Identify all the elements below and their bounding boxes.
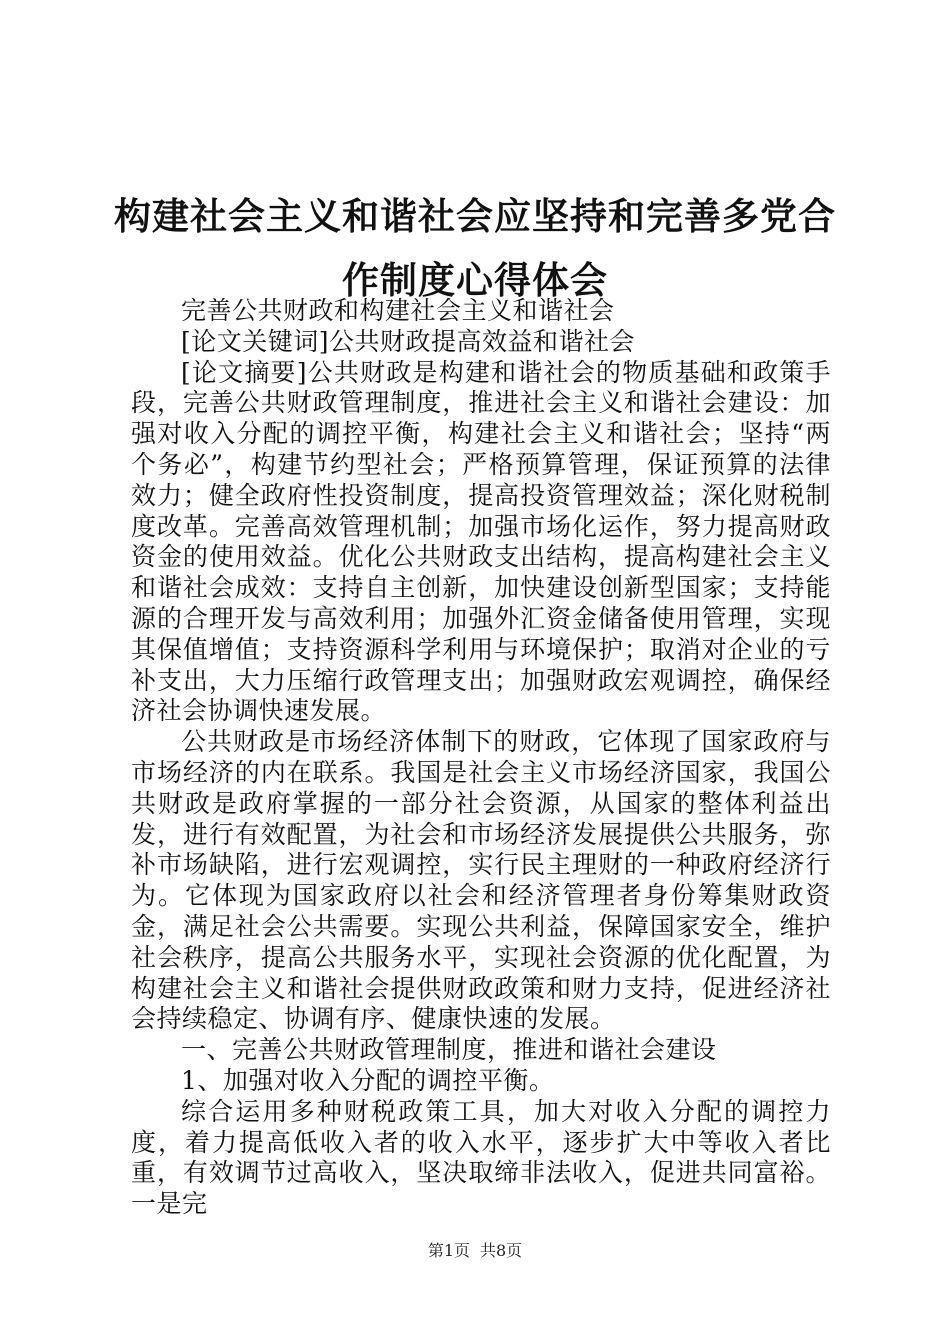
document-title: 构建社会主义和谐社会应坚持和完善多党合作制度心得体会 bbox=[114, 194, 836, 302]
paragraph-body: 公共财政是市场经济体制下的财政，它体现了国家政府与市场经济的内在联系。我国是社会主义市场经济国家，我国公共财政是政府掌握的一部分社会资源，从国家的整体利益出发，进行有效配置，为社会和市场经济发展提供公共服务，弥补市场缺陷，进行宏观调控，实行民主理财的一种政府经济行为。它体现为国家政府以社会和经济管理者身份筹集财政资金，满足社会公共需要。实现公共利益，保障国家安全，维护社会秩序，提高公共服务水平，实现社会资源的优化配置，为构建社会主义和谐社会提供财政政策和财力支持，促进经济社会持续稳定、协调有序、健康快速的发展。 bbox=[131, 727, 831, 1034]
page-footer bbox=[0, 1241, 950, 1261]
subsection-heading: 1、加强对收入分配的调控平衡。 bbox=[181, 1065, 555, 1095]
paragraph-subtitle: 完善公共财政和构建社会主义和谐社会 bbox=[181, 296, 615, 325]
page-number: 第1页 bbox=[427, 1241, 470, 1260]
paragraph-body: 综合运用多种财税政策工具，加大对收入分配的调控力度，着力提高低收入者的收入水平，逐步扩大中等收入者比重，有效调节过高收入，坚决取缔非法收入，促进共同富裕。一是完 bbox=[131, 1096, 831, 1219]
page-total: 共8页 bbox=[480, 1241, 523, 1260]
paragraph-abstract: [论文摘要]公共财政是构建和谐社会的物质基础和政策手段，完善公共财政管理制度，推进社会主义和谐社会建设：加强对收入分配的调控平衡，构建社会主义和谐社会；坚持“两个务必”，构建节约型社会；严格预算管理，保证预算的法律效力；健全政府性投资制度，提高投资管理效益；深化财税制度改革。完善高效管理机制；加强市场化运作，努力提高财政资金的使用效益。优化公共财政支出结构，提高构建社会主义和谐社会成效：支持自主创新，加快建设创新型国家；支持能源的合理开发与高效利用；加强外汇资金储备使用管理，实现其保值增值；支持资源科学利用与环境保护；取消对企业的亏补支出，大力压缩行政管理支出；加强财政宏观调控，确保经济社会协调快速发展。 bbox=[131, 357, 831, 726]
document-body bbox=[131, 296, 831, 1220]
section-heading: 一、完善公共财政管理制度，推进和谐社会建设 bbox=[181, 1035, 717, 1065]
paragraph-keywords: [论文关键词]公共财政提高效益和谐社会 bbox=[181, 326, 636, 356]
